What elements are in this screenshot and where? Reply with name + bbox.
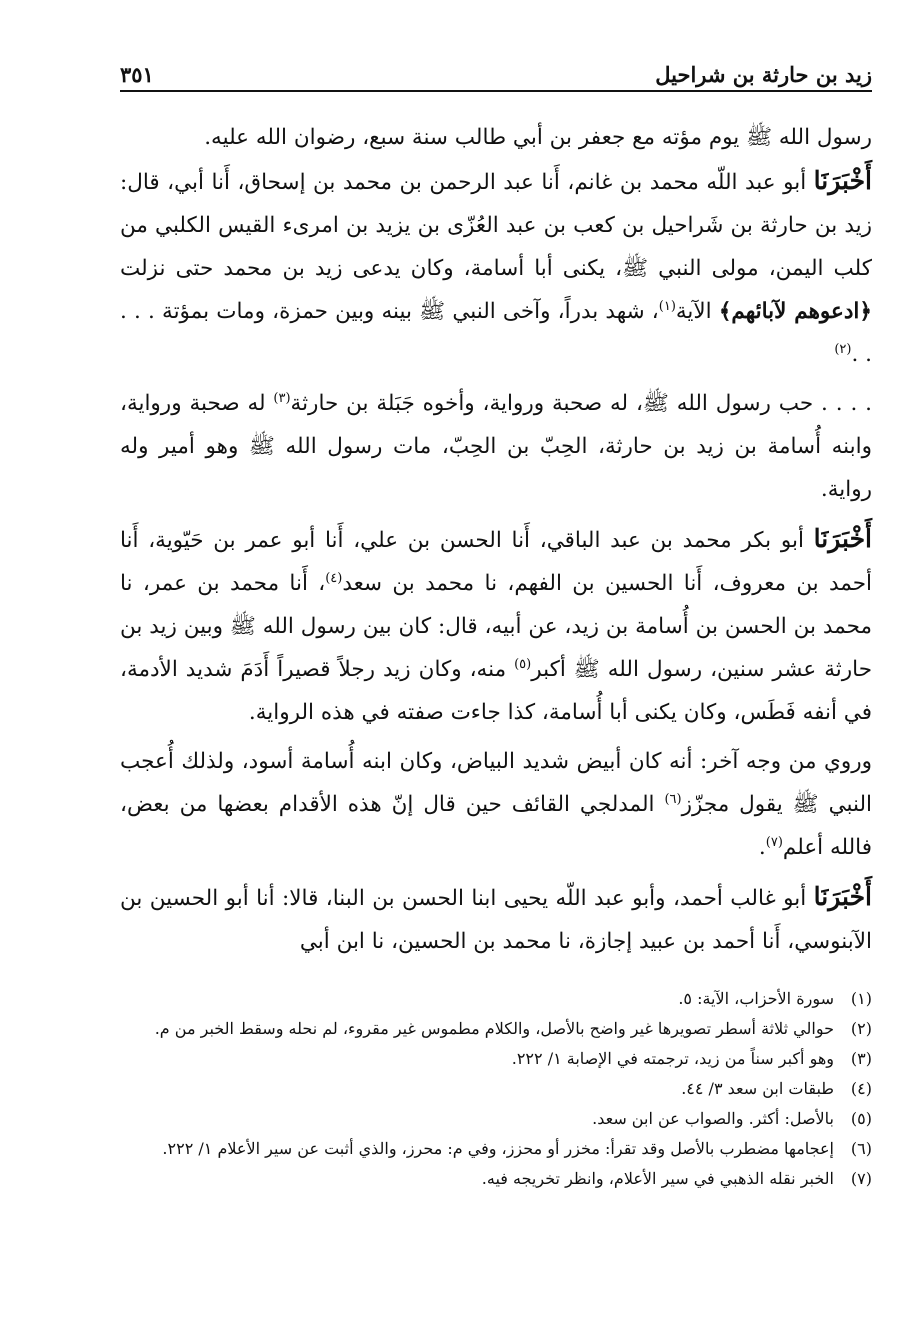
- footnote-text: سورة الأحزاب، الآية: ٥.: [678, 989, 834, 1008]
- footnote-number: (١): [850, 989, 872, 1008]
- paragraph-4-text-c: منه، وكان زيد رجلاً قصيراً أَدَمَ شديد الأدمة، في أنفه فَطَس، وكان يكنى أبا أُسامة، كذا جاءت صفته في هذه الرواية.: [120, 657, 872, 725]
- footnote-2: [120, 1014, 872, 1044]
- footnote-4: [120, 1074, 872, 1104]
- footnote-text: طبقات ابن سعد ٣/ ٤٤.: [681, 1079, 834, 1098]
- paragraph-4-text-a: أبو بكر محمد بن عبد الباقي، أَنا الحسن بن علي، أَنا أبو عمر بن حَيّوية، أَنا أحمد بن معروف، أَنا الحسين بن الفهم، نا محمد بن سعد: [120, 528, 872, 596]
- footnote-ref-7[interactable]: (٧): [765, 834, 783, 850]
- footnote-5: [120, 1104, 872, 1134]
- paragraph-2-text-c: ، شهد بدراً، وآخى النبي ﷺ بينه وبين حمزة، ومات بمؤتة . . . . .: [120, 299, 872, 367]
- paragraph-2: [120, 159, 872, 376]
- footnote-ref-5[interactable]: (٥): [514, 656, 532, 672]
- footnote-number: (٦): [850, 1139, 872, 1158]
- footnote-text: الخبر نقله الذهبي في سير الأعلام، وانظر تخريجه فيه.: [481, 1169, 834, 1188]
- footnote-text: حوالي ثلاثة أسطر تصويرها غير واضح بالأصل، والكلام مطموس غير مقروء، لم نحله وسقط الخبر من م.: [154, 1019, 834, 1038]
- footnote-number: (٧): [850, 1169, 872, 1188]
- footnote-6: [120, 1134, 872, 1164]
- paragraph-5-text-a: وروي من وجه آخر: أنه كان أبيض شديد البياض، وكان ابنه أُسامة أسود، ولذلك أُعجب النبي ﷺ يقول مجزّز: [120, 749, 873, 817]
- footnote-3: [120, 1044, 872, 1074]
- footnote-number: (٤): [850, 1079, 872, 1098]
- paragraph-5-text-b: المدلجي القائف حين قال إنّ هذه الأقدام بعضها من بعض، فالله أعلم: [120, 792, 872, 860]
- paragraph-5: [120, 740, 872, 869]
- paragraph-2-text-b: الآية: [675, 299, 719, 324]
- paragraph-2-text-a: أبو عبد اللّه محمد بن غانم، أَنا عبد الرحمن بن محمد بن إسحاق، أَنا أبي، قال: زيد بن حارثة بن شَراحيل بن كعب بن عبد العُزّى بن يزيد بن امرىء القيس الكلبي من كلب اليمن، مولى النبي ﷺ، يكنى أبا أسامة، وكان يدعى زيد بن محمد حتى نزلت: [120, 170, 872, 281]
- footnotes: [120, 984, 872, 1194]
- footnote-text: إعجامها مضطرب بالأصل وقد تقرأ: مخزر أو محزز، وفي م: محرز، والذي أثبت عن سير الأعلام ١/ ٢٢٢.: [162, 1139, 834, 1158]
- footnote-7: [120, 1164, 872, 1194]
- footnote-ref-2[interactable]: (٢): [834, 341, 852, 357]
- akhbarana-keyword: أَخْبَرَنَا: [813, 166, 872, 195]
- footnote-ref-6[interactable]: (٦): [664, 791, 682, 807]
- footnote-ref-4[interactable]: (٤): [325, 570, 343, 586]
- footnote-text: بالأصل: أكثر. والصواب عن ابن سعد.: [592, 1109, 834, 1128]
- footnote-ref-3[interactable]: (٣): [273, 390, 291, 406]
- paragraph-6-text-a: أبو غالب أحمد، وأبو عبد اللّه يحيى ابنا الحسن بن البنا، قالا: أنا أبو الحسين بن الآبنوسي، أَنا أحمد بن عبيد إجازة، نا محمد بن الحسين، نا ابن أبي: [120, 886, 872, 954]
- akhbarana-keyword: أَخْبَرَنَا: [813, 882, 872, 911]
- quran-verse: ﴿ادعوهم لآبائهم﴾: [718, 299, 872, 324]
- main-text: [120, 116, 872, 963]
- paragraph-3-text-a: . . . . حب رسول الله ﷺ، له صحبة ورواية، وأخوه جَبَلة بن حارثة: [290, 391, 872, 416]
- footnote-number: (٣): [850, 1049, 872, 1068]
- footnote-number: (٥): [850, 1109, 872, 1128]
- paragraph-4-text-b: ، أَنا محمد بن عمر، نا محمد بن الحسن بن أُسامة بن زيد، عن أبيه، قال: كان بين رسول الله ﷺ وبين زيد بن حارثة عشر سنين، رسول الله ﷺ أكبر: [120, 571, 872, 682]
- paragraph-1: رسول الله ﷺ يوم مؤته مع جعفر بن أبي طالب سنة سبع، رضوان الله عليه.: [204, 125, 872, 150]
- paragraph-6: [120, 875, 872, 963]
- akhbarana-keyword: أَخْبَرَنَا: [813, 524, 872, 553]
- paragraph-5-text-c: .: [758, 835, 766, 860]
- footnote-number: (٢): [850, 1019, 872, 1038]
- running-title: زيد بن حارثة بن شراحيل: [655, 62, 872, 87]
- footnote-1: [120, 984, 872, 1014]
- footnote-ref-1[interactable]: (١): [658, 298, 676, 314]
- page-number: ٣٥١: [120, 62, 154, 87]
- footnote-text: وهو أكبر سناً من زيد، ترجمته في الإصابة ١/ ٢٢٢.: [511, 1049, 834, 1068]
- page-header: [120, 56, 872, 92]
- paragraph-4: [120, 517, 872, 734]
- paragraph-3: [120, 382, 872, 511]
- paragraph-3-text-b: له صحبة ورواية، وابنه أُسامة بن زيد بن حارثة، الحِبّ بن الحِبّ، مات رسول الله ﷺ وهو أمير وله رواية.: [120, 391, 872, 502]
